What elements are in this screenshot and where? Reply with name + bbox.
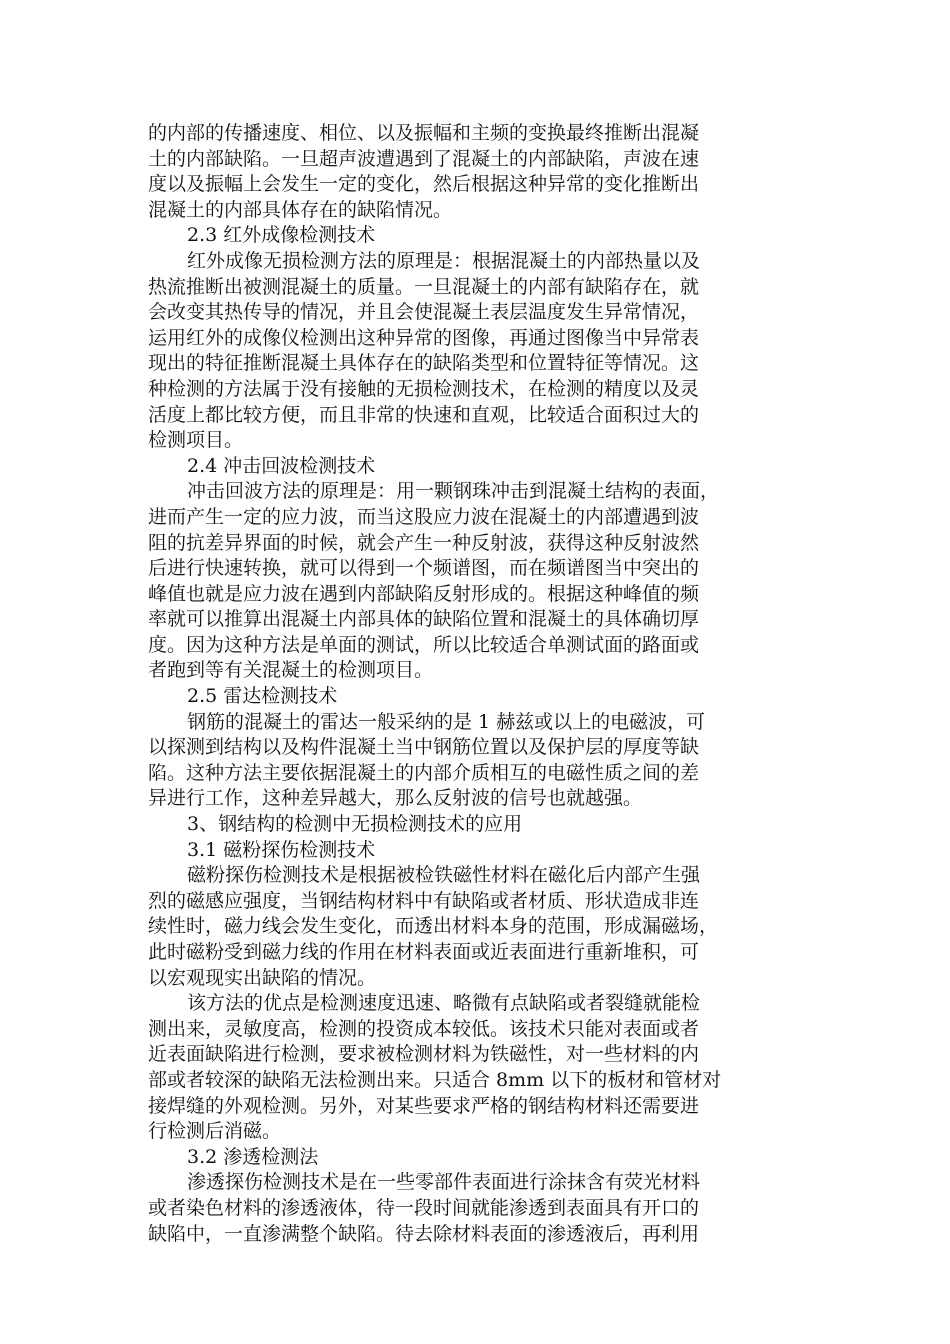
- text-line: 率就可以推算出混凝土内部具体的缺陷位置和混凝土的具体确切厚: [148, 608, 700, 631]
- text-line: 烈的磁感应强度，当钢结构材料中有缺陷或者材质、形状造成非连: [148, 889, 700, 912]
- text-line: 热流推断出被测混凝土的质量。一旦混凝土的内部有缺陷存在，就: [148, 275, 700, 298]
- text-line: 钢筋的混凝土的雷达一般采纳的是 1 赫兹或以上的电磁波，可: [187, 710, 706, 733]
- text-line: 者跑到等有关混凝土的检测项目。: [148, 659, 434, 682]
- text-line: 检测项目。: [148, 429, 244, 452]
- text-line: 异进行工作，这种差异越大，那么反射波的信号也就越强。: [148, 787, 643, 810]
- text-line: 进而产生一定的应力波，而当这股应力波在混凝土的内部遭遇到波: [148, 505, 700, 528]
- text-line: 续性时，磁力线会发生变化，而透出材料本身的范围，形成漏磁场，: [148, 915, 719, 938]
- text-line: 此时磁粉受到磁力线的作用在材料表面或近表面进行重新堆积，可: [148, 941, 700, 963]
- text-line: 2.3 红外成像检测技术: [187, 224, 376, 247]
- text-line: 或者染色材料的渗透液体，待一段时间就能渗透到表面具有开口的: [148, 1196, 700, 1219]
- text-line: 冲击回波方法的原理是：用一颗钢珠冲击到混凝土结构的表面，: [187, 480, 720, 503]
- text-line: 现出的特征推断混凝土具体存在的缺陷类型和位置特征等情况。这: [148, 352, 700, 375]
- text-line: 种检测的方法属于没有接触的无损检测技术，在检测的精度以及灵: [148, 377, 700, 400]
- text-line: 度。因为这种方法是单面的测试，所以比较适合单测试面的路面或: [148, 633, 700, 656]
- text-line: 3、钢结构的检测中无损检测技术的应用: [187, 813, 523, 836]
- text-line: 2.4 冲击回波检测技术: [187, 454, 376, 477]
- text-line: 2.5 雷达检测技术: [187, 685, 338, 708]
- text-line: 该方法的优点是检测速度迅速、略微有点缺陷或者裂缝就能检: [187, 992, 701, 1015]
- text-line: 后进行快速转换，就可以得到一个频谱图，而在频谱图当中突出的: [148, 557, 700, 580]
- text-line: 度以及振幅上会发生一定的变化，然后根据这种异常的变化推断出: [148, 173, 700, 196]
- text-line: 行检测后消磁。: [148, 1120, 282, 1143]
- text-line: 3.1 磁粉探伤检测技术: [187, 838, 376, 861]
- text-line: 近表面缺陷进行检测，要求被检测材料为铁磁性，对一些材料的内: [148, 1043, 700, 1066]
- text-line: 会改变其热传导的情况，并且会使混凝土表层温度发生异常情况，: [148, 301, 700, 324]
- text-line: 土的内部缺陷。一旦超声波遭遇到了混凝土的内部缺陷，声波在速: [148, 147, 700, 170]
- text-line: 峰值也就是应力波在遇到内部缺陷反射形成的。根据这种峰值的频: [148, 582, 700, 605]
- text-line: 接焊缝的外观检测。另外，对某些要求严格的钢结构材料还需要进: [148, 1094, 700, 1117]
- text-line: 活度上都比较方便，而且非常的快速和直观，比较适合面积过大的: [148, 403, 700, 426]
- text-line: 磁粉探伤检测技术是根据被检铁磁性材料在磁化后内部产生强: [187, 864, 701, 887]
- text-line: 红外成像无损检测方法的原理是：根据混凝土的内部热量以及: [187, 249, 701, 272]
- document-body: [148, 121, 808, 1247]
- text-line: 运用红外的成像仪检测出这种异常的图像，再通过图像当中异常表: [148, 326, 700, 349]
- text-line: 混凝土的内部具体存在的缺陷情况。: [148, 198, 453, 221]
- text-line: 阻的抗差异界面的时候，就会产生一种反射波，获得这种反射波然: [148, 531, 700, 554]
- text-line: 测出来，灵敏度高，检测的投资成本较低。该技术只能对表面或者: [148, 1017, 700, 1040]
- text-line: 缺陷中，一直渗满整个缺陷。待去除材料表面的渗透液后，再利用: [148, 1222, 700, 1245]
- text-line: 部或者较深的缺陷无法检测出来。只适合 8mm 以下的板材和管材对: [148, 1068, 722, 1091]
- text-line: 以探测到结构以及构件混凝土当中钢筋位置以及保护层的厚度等缺: [148, 736, 700, 759]
- text-line: 渗透探伤检测技术是在一些零部件表面进行涂抹含有荧光材料: [187, 1171, 701, 1194]
- text-line: 的内部的传播速度、相位、以及振幅和主频的变换最终推断出混凝: [148, 122, 700, 144]
- text-line: 3.2 渗透检测法: [187, 1145, 319, 1168]
- text-line: 陷。这种方法主要依据混凝土的内部介质相互的电磁性质之间的差: [148, 761, 700, 784]
- text-line: 以宏观现实出缺陷的情况。: [148, 966, 377, 989]
